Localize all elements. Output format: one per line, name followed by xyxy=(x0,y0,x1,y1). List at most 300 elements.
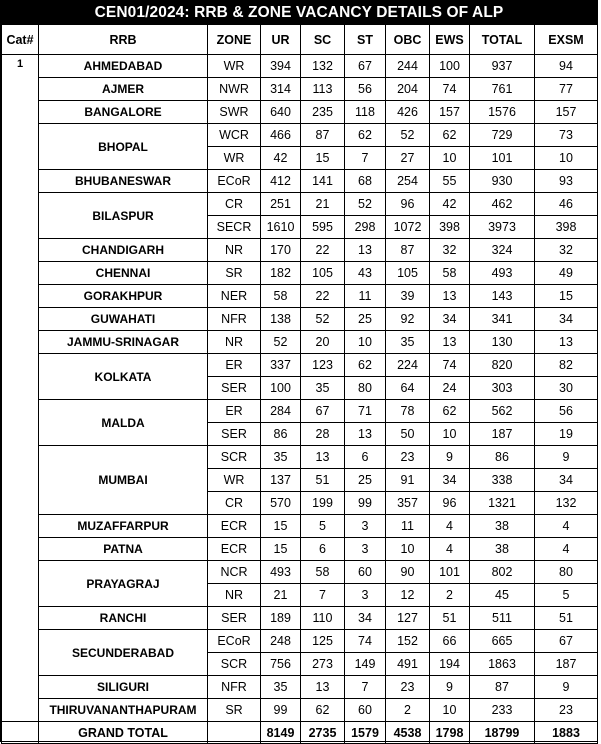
ews-cell: 74 xyxy=(430,354,470,377)
st-cell: 43 xyxy=(345,262,386,285)
table-row xyxy=(2,239,598,262)
total-cell: 802 xyxy=(470,561,535,584)
total-cell: 87 xyxy=(470,676,535,699)
sc-cell: 105 xyxy=(301,262,345,285)
exsm-cell: 77 xyxy=(535,78,598,101)
zone-cell: SWR xyxy=(208,101,261,124)
obc-cell: 11 xyxy=(386,515,430,538)
obc-cell: 64 xyxy=(386,377,430,400)
total-cell: 38 xyxy=(470,538,535,561)
zone-cell: SECR xyxy=(208,216,261,239)
st-cell: 68 xyxy=(345,170,386,193)
st-cell: 149 xyxy=(345,653,386,676)
obc-cell: 2 xyxy=(386,699,430,722)
zone-cell: SR xyxy=(208,699,261,722)
grand-total-total: 18799 xyxy=(470,722,535,744)
rrb-name-cell: MUZAFFARPUR xyxy=(39,515,208,538)
table-row xyxy=(2,262,598,285)
zone-cell: NWR xyxy=(208,78,261,101)
ews-cell: 10 xyxy=(430,699,470,722)
st-cell: 298 xyxy=(345,216,386,239)
rrb-name-cell: PRAYAGRAJ xyxy=(39,561,208,607)
zone-cell: WR xyxy=(208,55,261,78)
ews-cell: 13 xyxy=(430,285,470,308)
st-cell: 3 xyxy=(345,584,386,607)
total-cell: 38 xyxy=(470,515,535,538)
obc-cell: 127 xyxy=(386,607,430,630)
obc-cell: 12 xyxy=(386,584,430,607)
ews-cell: 4 xyxy=(430,515,470,538)
exsm-cell: 4 xyxy=(535,538,598,561)
grand-total-ur: 8149 xyxy=(261,722,301,744)
sc-cell: 22 xyxy=(301,239,345,262)
total-cell: 761 xyxy=(470,78,535,101)
rrb-name-cell: SECUNDERABAD xyxy=(39,630,208,676)
grand-total-zone-cell xyxy=(208,722,261,744)
table-row xyxy=(2,561,598,584)
st-cell: 71 xyxy=(345,400,386,423)
zone-cell: SR xyxy=(208,262,261,285)
grand-total-ews: 1798 xyxy=(430,722,470,744)
total-cell: 45 xyxy=(470,584,535,607)
grand-total-cat-cell xyxy=(2,722,39,744)
ur-cell: 466 xyxy=(261,124,301,147)
zone-cell: ER xyxy=(208,354,261,377)
sc-cell: 21 xyxy=(301,193,345,216)
ur-cell: 138 xyxy=(261,308,301,331)
obc-cell: 78 xyxy=(386,400,430,423)
exsm-cell: 132 xyxy=(535,492,598,515)
header-total: TOTAL xyxy=(470,25,535,55)
header-exsm: EXSM xyxy=(535,25,598,55)
sc-cell: 235 xyxy=(301,101,345,124)
zone-cell: NR xyxy=(208,239,261,262)
ews-cell: 101 xyxy=(430,561,470,584)
obc-cell: 23 xyxy=(386,676,430,699)
sc-cell: 6 xyxy=(301,538,345,561)
rrb-name-cell: GORAKHPUR xyxy=(39,285,208,308)
table-row xyxy=(2,101,598,124)
zone-cell: SCR xyxy=(208,653,261,676)
total-cell: 1576 xyxy=(470,101,535,124)
sc-cell: 15 xyxy=(301,147,345,170)
st-cell: 25 xyxy=(345,469,386,492)
ews-cell: 74 xyxy=(430,78,470,101)
exsm-cell: 82 xyxy=(535,354,598,377)
exsm-cell: 13 xyxy=(535,331,598,354)
total-cell: 462 xyxy=(470,193,535,216)
st-cell: 56 xyxy=(345,78,386,101)
header-rrb: RRB xyxy=(39,25,208,55)
obc-cell: 254 xyxy=(386,170,430,193)
ur-cell: 35 xyxy=(261,676,301,699)
zone-cell: NCR xyxy=(208,561,261,584)
st-cell: 3 xyxy=(345,515,386,538)
exsm-cell: 19 xyxy=(535,423,598,446)
obc-cell: 90 xyxy=(386,561,430,584)
exsm-cell: 80 xyxy=(535,561,598,584)
total-cell: 338 xyxy=(470,469,535,492)
obc-cell: 105 xyxy=(386,262,430,285)
zone-cell: ECoR xyxy=(208,630,261,653)
ur-cell: 42 xyxy=(261,147,301,170)
total-cell: 341 xyxy=(470,308,535,331)
ews-cell: 398 xyxy=(430,216,470,239)
table-row xyxy=(2,124,598,147)
ews-cell: 9 xyxy=(430,676,470,699)
grand-total-sc: 2735 xyxy=(301,722,345,744)
ur-cell: 52 xyxy=(261,331,301,354)
obc-cell: 87 xyxy=(386,239,430,262)
total-cell: 143 xyxy=(470,285,535,308)
exsm-cell: 157 xyxy=(535,101,598,124)
ur-cell: 251 xyxy=(261,193,301,216)
exsm-cell: 51 xyxy=(535,607,598,630)
rrb-name-cell: AJMER xyxy=(39,78,208,101)
zone-cell: NFR xyxy=(208,676,261,699)
st-cell: 60 xyxy=(345,561,386,584)
ur-cell: 170 xyxy=(261,239,301,262)
table-row xyxy=(2,331,598,354)
table-row xyxy=(2,400,598,423)
table-row xyxy=(2,630,598,653)
rrb-name-cell: THIRUVANANTHAPURAM xyxy=(39,699,208,722)
ews-cell: 10 xyxy=(430,423,470,446)
total-cell: 3973 xyxy=(470,216,535,239)
ur-cell: 284 xyxy=(261,400,301,423)
ews-cell: 100 xyxy=(430,55,470,78)
sc-cell: 87 xyxy=(301,124,345,147)
rrb-name-cell: MUMBAI xyxy=(39,446,208,515)
zone-cell: ECoR xyxy=(208,170,261,193)
obc-cell: 152 xyxy=(386,630,430,653)
sc-cell: 13 xyxy=(301,676,345,699)
ur-cell: 100 xyxy=(261,377,301,400)
zone-cell: SCR xyxy=(208,446,261,469)
sc-cell: 595 xyxy=(301,216,345,239)
exsm-cell: 34 xyxy=(535,469,598,492)
ews-cell: 9 xyxy=(430,446,470,469)
grand-total-st: 1579 xyxy=(345,722,386,744)
sc-cell: 20 xyxy=(301,331,345,354)
exsm-cell: 9 xyxy=(535,676,598,699)
st-cell: 3 xyxy=(345,538,386,561)
zone-cell: WR xyxy=(208,147,261,170)
rrb-name-cell: MALDA xyxy=(39,400,208,446)
rrb-name-cell: SILIGURI xyxy=(39,676,208,699)
total-cell: 187 xyxy=(470,423,535,446)
exsm-cell: 32 xyxy=(535,239,598,262)
ur-cell: 337 xyxy=(261,354,301,377)
ur-cell: 137 xyxy=(261,469,301,492)
grand-total-label: GRAND TOTAL xyxy=(39,722,208,744)
ur-cell: 1610 xyxy=(261,216,301,239)
exsm-cell: 187 xyxy=(535,653,598,676)
ews-cell: 34 xyxy=(430,469,470,492)
exsm-cell: 34 xyxy=(535,308,598,331)
ur-cell: 412 xyxy=(261,170,301,193)
exsm-cell: 94 xyxy=(535,55,598,78)
sc-cell: 113 xyxy=(301,78,345,101)
ews-cell: 42 xyxy=(430,193,470,216)
obc-cell: 23 xyxy=(386,446,430,469)
sc-cell: 123 xyxy=(301,354,345,377)
obc-cell: 92 xyxy=(386,308,430,331)
sc-cell: 125 xyxy=(301,630,345,653)
exsm-cell: 9 xyxy=(535,446,598,469)
st-cell: 7 xyxy=(345,147,386,170)
st-cell: 67 xyxy=(345,55,386,78)
zone-cell: NR xyxy=(208,584,261,607)
table-body xyxy=(2,55,598,722)
table-row xyxy=(2,538,598,561)
st-cell: 74 xyxy=(345,630,386,653)
ur-cell: 35 xyxy=(261,446,301,469)
total-cell: 729 xyxy=(470,124,535,147)
exsm-cell: 15 xyxy=(535,285,598,308)
rrb-name-cell: KOLKATA xyxy=(39,354,208,400)
ur-cell: 58 xyxy=(261,285,301,308)
exsm-cell: 93 xyxy=(535,170,598,193)
rrb-name-cell: BHUBANESWAR xyxy=(39,170,208,193)
ews-cell: 51 xyxy=(430,607,470,630)
ur-cell: 15 xyxy=(261,538,301,561)
vacancy-table xyxy=(1,24,598,744)
zone-cell: SER xyxy=(208,607,261,630)
rrb-name-cell: RANCHI xyxy=(39,607,208,630)
ews-cell: 194 xyxy=(430,653,470,676)
total-cell: 101 xyxy=(470,147,535,170)
obc-cell: 10 xyxy=(386,538,430,561)
table-row xyxy=(2,607,598,630)
total-cell: 511 xyxy=(470,607,535,630)
zone-cell: CR xyxy=(208,193,261,216)
total-cell: 303 xyxy=(470,377,535,400)
zone-cell: ER xyxy=(208,400,261,423)
category-cell: 1 xyxy=(2,55,39,722)
sc-cell: 13 xyxy=(301,446,345,469)
ews-cell: 13 xyxy=(430,331,470,354)
exsm-cell: 56 xyxy=(535,400,598,423)
zone-cell: CR xyxy=(208,492,261,515)
header-obc: OBC xyxy=(386,25,430,55)
obc-cell: 96 xyxy=(386,193,430,216)
ews-cell: 62 xyxy=(430,400,470,423)
rrb-name-cell: PATNA xyxy=(39,538,208,561)
total-cell: 493 xyxy=(470,262,535,285)
sc-cell: 51 xyxy=(301,469,345,492)
ews-cell: 62 xyxy=(430,124,470,147)
obc-cell: 204 xyxy=(386,78,430,101)
ews-cell: 2 xyxy=(430,584,470,607)
ur-cell: 86 xyxy=(261,423,301,446)
header-ews: EWS xyxy=(430,25,470,55)
exsm-cell: 46 xyxy=(535,193,598,216)
zone-cell: NFR xyxy=(208,308,261,331)
rrb-name-cell: BANGALORE xyxy=(39,101,208,124)
sc-cell: 62 xyxy=(301,699,345,722)
table-row xyxy=(2,699,598,722)
total-cell: 930 xyxy=(470,170,535,193)
document-title: CEN01/2024: RRB & ZONE VACANCY DETAILS OF ALP xyxy=(1,1,597,24)
ur-cell: 189 xyxy=(261,607,301,630)
ur-cell: 182 xyxy=(261,262,301,285)
obc-cell: 244 xyxy=(386,55,430,78)
grand-total-row xyxy=(2,722,598,744)
st-cell: 99 xyxy=(345,492,386,515)
obc-cell: 426 xyxy=(386,101,430,124)
ews-cell: 66 xyxy=(430,630,470,653)
st-cell: 10 xyxy=(345,331,386,354)
zone-cell: WCR xyxy=(208,124,261,147)
ur-cell: 248 xyxy=(261,630,301,653)
sc-cell: 67 xyxy=(301,400,345,423)
header-row xyxy=(2,25,598,55)
st-cell: 80 xyxy=(345,377,386,400)
exsm-cell: 10 xyxy=(535,147,598,170)
zone-cell: WR xyxy=(208,469,261,492)
zone-cell: SER xyxy=(208,423,261,446)
ews-cell: 4 xyxy=(430,538,470,561)
sc-cell: 28 xyxy=(301,423,345,446)
total-cell: 937 xyxy=(470,55,535,78)
sc-cell: 35 xyxy=(301,377,345,400)
rrb-name-cell: CHENNAI xyxy=(39,262,208,285)
obc-cell: 35 xyxy=(386,331,430,354)
grand-total-exsm: 1883 xyxy=(535,722,598,744)
table-row xyxy=(2,193,598,216)
total-cell: 324 xyxy=(470,239,535,262)
exsm-cell: 398 xyxy=(535,216,598,239)
header-ur: UR xyxy=(261,25,301,55)
header-sc: SC xyxy=(301,25,345,55)
ur-cell: 15 xyxy=(261,515,301,538)
exsm-cell: 4 xyxy=(535,515,598,538)
rrb-name-cell: JAMMU-SRINAGAR xyxy=(39,331,208,354)
total-cell: 665 xyxy=(470,630,535,653)
ur-cell: 21 xyxy=(261,584,301,607)
ews-cell: 34 xyxy=(430,308,470,331)
obc-cell: 357 xyxy=(386,492,430,515)
exsm-cell: 49 xyxy=(535,262,598,285)
header-zone: ZONE xyxy=(208,25,261,55)
st-cell: 25 xyxy=(345,308,386,331)
rrb-name-cell: BILASPUR xyxy=(39,193,208,239)
total-cell: 1321 xyxy=(470,492,535,515)
table-row xyxy=(2,55,598,78)
ews-cell: 24 xyxy=(430,377,470,400)
st-cell: 118 xyxy=(345,101,386,124)
header-cat: Cat# xyxy=(2,25,39,55)
obc-cell: 1072 xyxy=(386,216,430,239)
sc-cell: 132 xyxy=(301,55,345,78)
total-cell: 1863 xyxy=(470,653,535,676)
table-row xyxy=(2,446,598,469)
ews-cell: 55 xyxy=(430,170,470,193)
total-cell: 86 xyxy=(470,446,535,469)
sc-cell: 199 xyxy=(301,492,345,515)
total-cell: 130 xyxy=(470,331,535,354)
obc-cell: 224 xyxy=(386,354,430,377)
zone-cell: NER xyxy=(208,285,261,308)
table-row xyxy=(2,78,598,101)
header-st: ST xyxy=(345,25,386,55)
sc-cell: 273 xyxy=(301,653,345,676)
sc-cell: 52 xyxy=(301,308,345,331)
ews-cell: 32 xyxy=(430,239,470,262)
obc-cell: 39 xyxy=(386,285,430,308)
st-cell: 60 xyxy=(345,699,386,722)
ews-cell: 10 xyxy=(430,147,470,170)
exsm-cell: 73 xyxy=(535,124,598,147)
sc-cell: 110 xyxy=(301,607,345,630)
rrb-name-cell: CHANDIGARH xyxy=(39,239,208,262)
zone-cell: NR xyxy=(208,331,261,354)
table-row xyxy=(2,285,598,308)
table-row xyxy=(2,170,598,193)
ews-cell: 58 xyxy=(430,262,470,285)
ews-cell: 96 xyxy=(430,492,470,515)
zone-cell: ECR xyxy=(208,515,261,538)
st-cell: 13 xyxy=(345,239,386,262)
table-row xyxy=(2,308,598,331)
sc-cell: 58 xyxy=(301,561,345,584)
obc-cell: 50 xyxy=(386,423,430,446)
st-cell: 52 xyxy=(345,193,386,216)
ur-cell: 756 xyxy=(261,653,301,676)
total-cell: 233 xyxy=(470,699,535,722)
sc-cell: 141 xyxy=(301,170,345,193)
total-cell: 820 xyxy=(470,354,535,377)
obc-cell: 52 xyxy=(386,124,430,147)
st-cell: 62 xyxy=(345,354,386,377)
st-cell: 13 xyxy=(345,423,386,446)
obc-cell: 491 xyxy=(386,653,430,676)
st-cell: 11 xyxy=(345,285,386,308)
st-cell: 62 xyxy=(345,124,386,147)
table-row xyxy=(2,354,598,377)
st-cell: 7 xyxy=(345,676,386,699)
obc-cell: 91 xyxy=(386,469,430,492)
sc-cell: 5 xyxy=(301,515,345,538)
exsm-cell: 5 xyxy=(535,584,598,607)
ur-cell: 314 xyxy=(261,78,301,101)
ur-cell: 99 xyxy=(261,699,301,722)
ur-cell: 394 xyxy=(261,55,301,78)
exsm-cell: 30 xyxy=(535,377,598,400)
rrb-name-cell: GUWAHATI xyxy=(39,308,208,331)
rrb-name-cell: BHOPAL xyxy=(39,124,208,170)
zone-cell: ECR xyxy=(208,538,261,561)
table-row xyxy=(2,515,598,538)
ur-cell: 493 xyxy=(261,561,301,584)
exsm-cell: 23 xyxy=(535,699,598,722)
st-cell: 6 xyxy=(345,446,386,469)
sc-cell: 22 xyxy=(301,285,345,308)
total-cell: 562 xyxy=(470,400,535,423)
rrb-name-cell: AHMEDABAD xyxy=(39,55,208,78)
ews-cell: 157 xyxy=(430,101,470,124)
ur-cell: 570 xyxy=(261,492,301,515)
sc-cell: 7 xyxy=(301,584,345,607)
st-cell: 34 xyxy=(345,607,386,630)
table-row xyxy=(2,676,598,699)
exsm-cell: 67 xyxy=(535,630,598,653)
obc-cell: 27 xyxy=(386,147,430,170)
zone-cell: SER xyxy=(208,377,261,400)
grand-total-obc: 4538 xyxy=(386,722,430,744)
ur-cell: 640 xyxy=(261,101,301,124)
